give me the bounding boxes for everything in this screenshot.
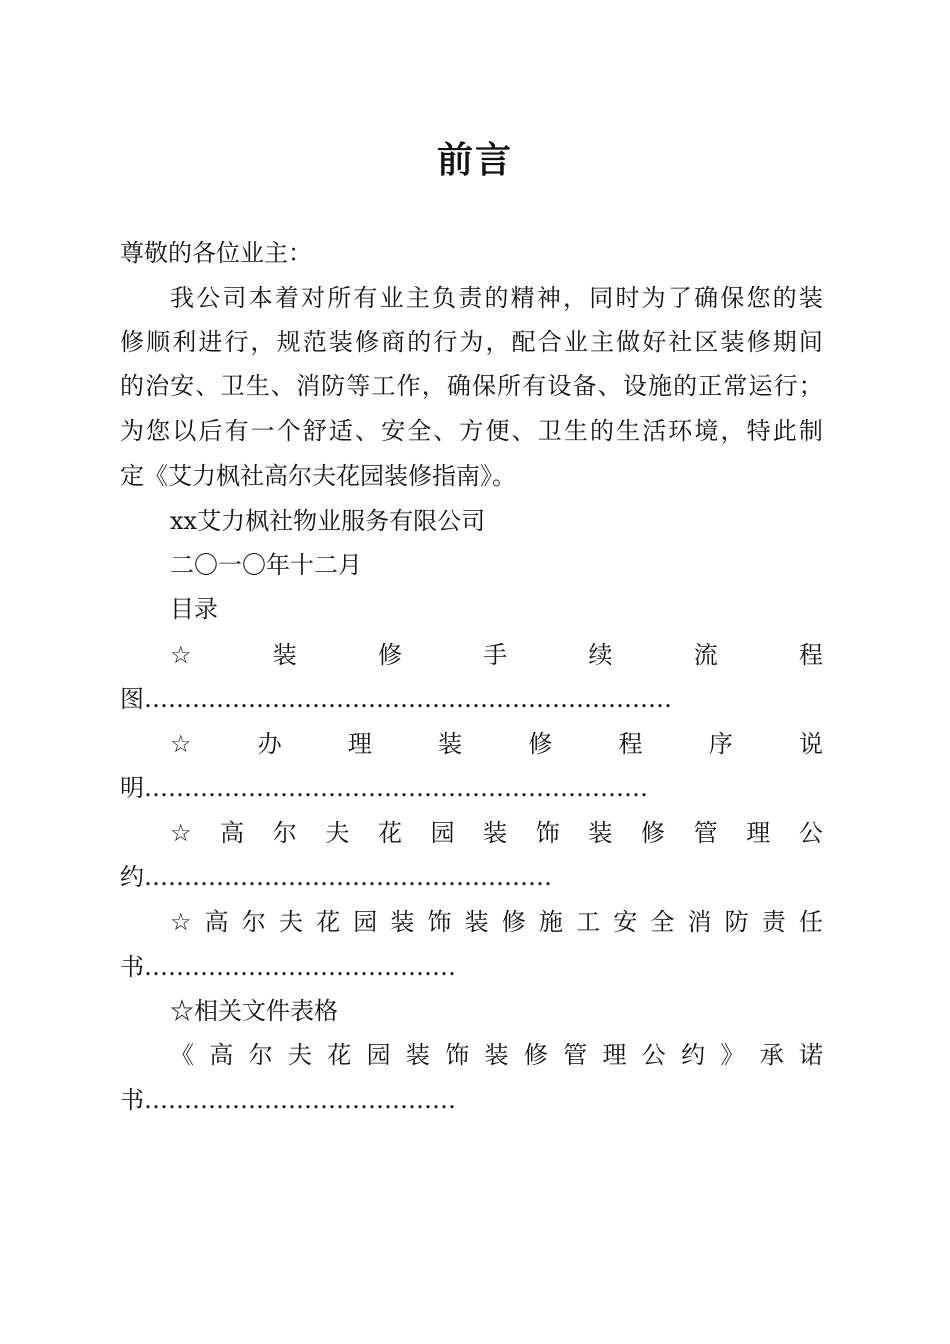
text-char: 正 [698, 372, 723, 400]
text-char: 主 [589, 328, 614, 356]
toc-char: 夫 [278, 908, 303, 936]
text-char: 制 [798, 417, 823, 445]
text-char: 适 [328, 417, 353, 445]
body-line-2 [120, 327, 823, 357]
toc-char: 管 [563, 1041, 588, 1069]
text-char: 工 [371, 372, 396, 400]
text-char: 的 [772, 284, 797, 312]
toc-char: 装 [438, 730, 463, 758]
text-char: 主 [405, 284, 430, 312]
toc-char: 花 [377, 819, 402, 847]
text-char: 以 [172, 417, 197, 445]
text-char: 装 [798, 284, 823, 312]
page-title: 前言 [436, 139, 513, 181]
toc-entry-2[interactable] [170, 729, 823, 759]
toc-char: 尔 [241, 908, 266, 936]
text-char: 作 [396, 372, 421, 400]
text-char: 为 [120, 417, 144, 445]
text-char: 进 [198, 328, 223, 356]
toc-char: 公 [798, 819, 823, 847]
text-char: 负 [432, 284, 457, 312]
text-char: 有 [224, 417, 249, 445]
text-char: 业 [563, 328, 588, 356]
text-char: 对 [301, 284, 326, 312]
toc-char: 装 [464, 908, 489, 936]
text-char: 全 [407, 417, 432, 445]
text-char: 生 [563, 417, 588, 445]
company-name: xx艾力枫社物业服务有限公司 [170, 507, 486, 535]
toc-char: 饰 [427, 908, 452, 936]
text-char: 、 [433, 417, 458, 445]
text-char: 司 [222, 284, 247, 312]
text-char: 特 [746, 417, 771, 445]
toc-char: 诺 [799, 1041, 823, 1069]
text-char: 确 [694, 284, 719, 312]
text-char: 同 [589, 284, 614, 312]
text-char: 的 [589, 417, 614, 445]
text-char: 、 [597, 372, 622, 400]
text-char: 、 [270, 372, 295, 400]
text-char: 时 [615, 284, 640, 312]
star-icon: ☆ [170, 819, 192, 847]
toc-char: 序 [708, 730, 733, 758]
text-char: 行 [224, 328, 249, 356]
text-char: 修 [120, 328, 144, 356]
toc-char: 施 [538, 908, 563, 936]
text-char: 行 [773, 372, 798, 400]
text-char: ， [563, 284, 588, 312]
toc-entry-1-leader: 图………………………………………………………… [120, 685, 672, 713]
text-char: 一 [250, 417, 275, 445]
text-char: 安 [170, 372, 195, 400]
toc-char: 装 [588, 819, 613, 847]
toc-char: 修 [377, 641, 402, 669]
text-char: 舒 [302, 417, 327, 445]
text-char: 我 [170, 284, 194, 312]
toc-char: 修 [528, 730, 553, 758]
toc-char: 任 [798, 908, 823, 936]
toc-char: 夫 [287, 1041, 312, 1069]
text-char: 个 [276, 417, 301, 445]
body-line-1 [170, 283, 823, 313]
text-char: 期 [772, 328, 797, 356]
toc-char: 理 [347, 730, 372, 758]
text-char: 后 [198, 417, 223, 445]
toc-char: 高 [220, 819, 245, 847]
text-char: 做 [616, 328, 641, 356]
text-char: 顺 [146, 328, 171, 356]
toc-char: 承 [759, 1041, 784, 1069]
text-char: 有 [353, 284, 378, 312]
text-char: ， [485, 328, 510, 356]
toc-char: 夫 [325, 819, 350, 847]
text-char: 确 [446, 372, 471, 400]
text-char: 商 [381, 328, 406, 356]
text-char: 常 [723, 372, 748, 400]
text-char: 区 [694, 328, 719, 356]
text-char: 境 [694, 417, 719, 445]
text-char: 好 [642, 328, 667, 356]
toc-char: 园 [366, 1041, 391, 1069]
text-char: 着 [274, 284, 299, 312]
text-char: 治 [145, 372, 170, 400]
text-char: ， [720, 417, 745, 445]
text-char: 行 [433, 328, 458, 356]
toc-char: 理 [602, 1041, 627, 1069]
toc-char: 公 [641, 1041, 666, 1069]
text-char: ， [250, 328, 275, 356]
text-char: 配 [511, 328, 536, 356]
text-char: 社 [668, 328, 693, 356]
toc-char: 约 [681, 1041, 706, 1069]
toc-char: 装 [483, 819, 508, 847]
toc-char: 消 [687, 908, 712, 936]
text-char: 设 [547, 372, 572, 400]
text-char: 等 [346, 372, 371, 400]
star-icon: ☆ [170, 641, 192, 669]
toc-entry-3[interactable] [170, 818, 823, 848]
toc-char: 装 [484, 1041, 509, 1069]
text-char: 防 [321, 372, 346, 400]
text-char: 修 [354, 328, 379, 356]
text-char: 方 [459, 417, 484, 445]
toc-entry-4-leader: 书………………………………… [120, 953, 456, 981]
toc-char: 工 [576, 908, 601, 936]
toc-char: 装 [405, 1041, 430, 1069]
toc-char: 安 [613, 908, 638, 936]
toc-char: 全 [650, 908, 675, 936]
toc-char: 装 [390, 908, 415, 936]
text-char: 此 [772, 417, 797, 445]
text-char: 、 [511, 417, 536, 445]
toc-entry-4[interactable] [170, 907, 823, 937]
text-char: 规 [276, 328, 301, 356]
toc-char: 尔 [272, 819, 297, 847]
toc-entry-6[interactable] [170, 1040, 823, 1070]
text-char: 业 [379, 284, 404, 312]
text-char: 保 [471, 372, 496, 400]
toc-char: 饰 [445, 1041, 470, 1069]
toc-char: 花 [316, 908, 341, 936]
toc-char: 手 [483, 641, 508, 669]
text-char: 所 [327, 284, 352, 312]
text-char: 卫 [537, 417, 562, 445]
text-char: 公 [196, 284, 221, 312]
toc-char: 》 [720, 1041, 745, 1069]
toc-char: 装 [272, 641, 297, 669]
text-char: 范 [302, 328, 327, 356]
text-char: 的 [673, 372, 698, 400]
toc-entry-3-leader: 约…………………………………………… [120, 863, 552, 891]
text-char: 间 [798, 328, 823, 356]
text-char: ， [421, 372, 446, 400]
text-char: 环 [668, 417, 693, 445]
text-char: 的 [407, 328, 432, 356]
toc-heading: 目录 [170, 595, 218, 623]
text-char: 施 [647, 372, 672, 400]
toc-entry-5[interactable]: ☆相关文件表格 [170, 997, 338, 1025]
toc-char: 程 [798, 641, 823, 669]
text-char: 了 [667, 284, 692, 312]
toc-entry-2-leader: 明……………………………………………………… [120, 774, 648, 802]
toc-char: 修 [501, 908, 526, 936]
toc-char: 程 [618, 730, 643, 758]
star-icon: ☆ [170, 730, 192, 758]
text-char: 的 [484, 284, 509, 312]
salutation: 尊敬的各位业主： [120, 239, 312, 267]
text-char: 安 [381, 417, 406, 445]
text-char: 装 [328, 328, 353, 356]
text-char: 装 [720, 328, 745, 356]
text-char: 生 [616, 417, 641, 445]
text-char: 合 [537, 328, 562, 356]
toc-char: 饰 [535, 819, 560, 847]
text-char: 您 [746, 284, 771, 312]
text-char: 所 [497, 372, 522, 400]
body-line-3 [120, 371, 823, 401]
text-char: 精 [510, 284, 535, 312]
text-char: 本 [248, 284, 273, 312]
toc-char: 高 [209, 1041, 234, 1069]
text-char: 活 [642, 417, 667, 445]
toc-entry-6-leader: 书………………………………… [120, 1086, 456, 1114]
body-line-5: 定《艾力枫社高尔夫花园装修指南》。 [120, 462, 516, 490]
text-char: 为 [641, 284, 666, 312]
body-line-4 [120, 416, 823, 446]
toc-char: 说 [798, 730, 823, 758]
text-char: 消 [295, 372, 320, 400]
text-char: 、 [354, 417, 379, 445]
text-char: 责 [458, 284, 483, 312]
text-char: 修 [746, 328, 771, 356]
star-icon: ☆ [170, 908, 192, 936]
text-char: 生 [245, 372, 270, 400]
toc-char: 理 [746, 819, 771, 847]
text-char: 神 [536, 284, 561, 312]
text-char: 为 [459, 328, 484, 356]
text-char: 备 [572, 372, 597, 400]
text-char: 运 [748, 372, 773, 400]
toc-entry-1[interactable] [170, 640, 823, 670]
toc-char: 高 [204, 908, 229, 936]
toc-char: 园 [430, 819, 455, 847]
toc-char: 尔 [248, 1041, 273, 1069]
text-char: 卫 [220, 372, 245, 400]
text-char: ； [798, 372, 823, 400]
toc-char: 续 [588, 641, 613, 669]
document-date: 二〇一〇年十二月 [170, 551, 362, 579]
toc-char: 修 [523, 1041, 548, 1069]
text-char: 的 [120, 372, 144, 400]
toc-char: 流 [693, 641, 718, 669]
toc-char: 管 [693, 819, 718, 847]
toc-char: 《 [170, 1041, 194, 1069]
toc-char: 责 [761, 908, 786, 936]
text-char: 您 [146, 417, 171, 445]
text-char: 、 [195, 372, 220, 400]
toc-char: 园 [353, 908, 378, 936]
text-char: 有 [522, 372, 547, 400]
text-char: 利 [172, 328, 197, 356]
toc-char: 修 [641, 819, 665, 847]
text-char: 保 [720, 284, 745, 312]
toc-char: 办 [257, 730, 282, 758]
text-char: 便 [485, 417, 510, 445]
toc-char: 花 [327, 1041, 352, 1069]
text-char: 设 [622, 372, 647, 400]
toc-char: 防 [724, 908, 749, 936]
